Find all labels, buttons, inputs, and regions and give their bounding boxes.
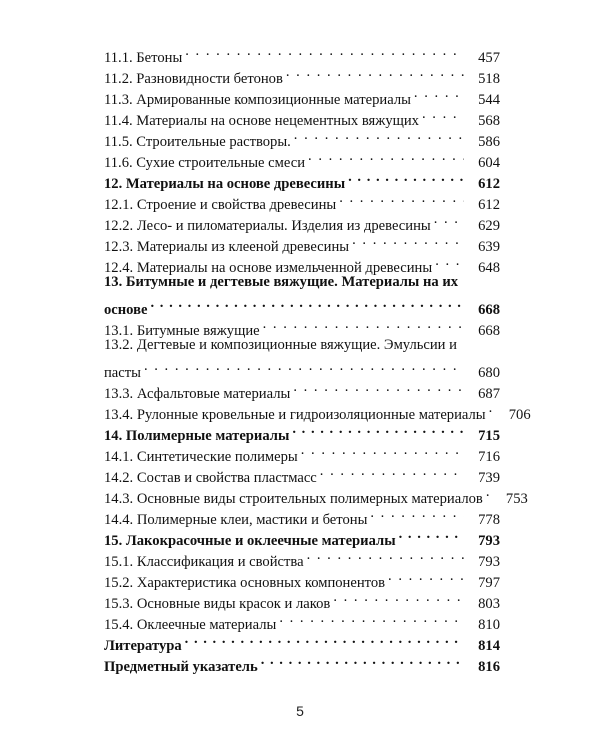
toc-entry-title-line1: 13. Битумные и дегтевые вяжущие. Материалы на их [104, 274, 459, 290]
toc-section-entry [104, 335, 500, 381]
toc-entry-title-line1: 13.2. Дегтевые и композиционные вяжущие. Эмульсии и [104, 337, 457, 353]
toc-entry-title: 14. Полимерные материалы [104, 428, 290, 444]
toc-entry-title: 15. Лакокрасочные и оклеечные материалы [104, 533, 396, 549]
toc-dot-leader [388, 566, 464, 587]
toc-entry-row [104, 83, 500, 108]
toc-entry-title: основе [104, 302, 148, 318]
toc-entry-title: 15.1. Классификация и свойства [104, 554, 304, 570]
toc-entry-page: 604 [478, 155, 500, 171]
toc-entry-page: 680 [478, 365, 500, 381]
toc-entry-page: 816 [478, 659, 500, 675]
toc-entry-title: 11.4. Материалы на основе нецементных вяжущих [104, 113, 419, 129]
toc-entry-page: 668 [478, 323, 500, 339]
toc-dot-leader [352, 230, 464, 251]
toc-section-entry [104, 314, 500, 339]
toc-entry-row [104, 482, 528, 507]
toc-entry-row [104, 314, 500, 339]
toc-chapter-entry [104, 419, 500, 444]
toc-section-entry [104, 398, 531, 423]
toc-entry-row [104, 608, 500, 633]
toc-entry-title: 12.1. Строение и свойства древесины [104, 197, 337, 213]
toc-entry-row [104, 230, 500, 255]
toc-chapter-entry [104, 167, 500, 192]
toc-entry-page: 715 [478, 428, 500, 444]
toc-entry-page: 739 [478, 470, 500, 486]
toc-entry-row [104, 104, 500, 129]
toc-dot-leader [293, 377, 464, 398]
toc-entry-row [104, 377, 500, 402]
toc-entry-title: 15.4. Оклеечные материалы [104, 617, 277, 633]
toc-section-entry [104, 482, 528, 507]
toc-entry-title: 11.1. Бетоны [104, 50, 183, 66]
toc-section-entry [104, 209, 500, 234]
toc-dot-leader [339, 188, 464, 209]
toc-entry-row [104, 293, 500, 318]
toc-section-entry [104, 545, 500, 570]
toc-dot-leader [422, 104, 464, 125]
toc-entry-title: 12.2. Лесо- и пиломатериалы. Изделия из древесины [104, 218, 431, 234]
toc-dot-leader [370, 503, 464, 524]
toc-entry-title: 13.1. Битумные вяжущие [104, 323, 260, 339]
toc-chapter-entry [104, 272, 500, 318]
toc-entry-page: 797 [478, 575, 500, 591]
toc-entry-title: 14.2. Состав и свойства пластмасс [104, 470, 317, 486]
toc-entry-row [104, 419, 500, 444]
toc-entry-title: 13.3. Асфальтовые материалы [104, 386, 291, 402]
toc-entry-title: 11.5. Строительные растворы. [104, 134, 291, 150]
toc-entry-page: 753 [505, 491, 528, 507]
toc-entry-title: Литература [104, 638, 182, 654]
toc-entry-page: 814 [478, 638, 500, 654]
toc-dot-leader [486, 482, 492, 503]
toc-entry-title: 15.2. Характеристика основных компонентов [104, 575, 386, 591]
toc-section-entry [104, 503, 500, 528]
toc-entry-row [104, 251, 500, 276]
toc-section-entry [104, 104, 500, 129]
toc-entry-row [104, 41, 500, 66]
toc-entry-row [104, 629, 500, 654]
toc-entry-title: 11.3. Армированные композиционные материалы [104, 92, 411, 108]
toc-chapter-entry [104, 650, 500, 675]
toc-entry-page: 778 [478, 512, 500, 528]
toc-dot-leader [294, 125, 464, 146]
toc-entry-row [104, 146, 500, 171]
toc-entry-title: 14.3. Основные виды строительных полимерных материалов [104, 491, 483, 507]
toc-section-entry [104, 83, 500, 108]
toc-dot-leader [301, 440, 464, 461]
toc-dot-leader [434, 209, 464, 230]
toc-entry-page: 612 [478, 176, 500, 192]
toc-entry-row [104, 356, 500, 381]
toc-entry-row [104, 188, 500, 213]
toc-dot-leader [414, 83, 464, 104]
toc-entry-title: 12.4. Материалы на основе измельченной древесины [104, 260, 433, 276]
toc-entry-page: 586 [478, 134, 500, 150]
toc-entry-row [104, 587, 500, 612]
toc-entry-page: 612 [478, 197, 500, 213]
toc-dot-leader [279, 608, 464, 629]
toc-section-entry [104, 125, 500, 150]
toc-dot-leader [399, 524, 464, 545]
toc-entry-page: 639 [478, 239, 500, 255]
toc-dot-leader [261, 650, 464, 671]
toc-section-entry [104, 146, 500, 171]
toc-entry-page: 629 [478, 218, 500, 234]
toc-dot-leader [489, 398, 495, 419]
toc-entry-row [104, 524, 500, 549]
toc-entry-title: 13.4. Рулонные кровельные и гидроизоляционные материалы [104, 407, 486, 423]
toc-entry-title: 14.4. Полимерные клеи, мастики и бетоны [104, 512, 368, 528]
toc-entry-page: 668 [478, 302, 500, 318]
toc-section-entry [104, 566, 500, 591]
toc-entry-row [104, 62, 500, 87]
toc-entry-row [104, 398, 531, 423]
toc-dot-leader [307, 545, 464, 566]
toc-entry-title: 15.3. Основные виды красок и лаков [104, 596, 331, 612]
toc-section-entry [104, 461, 500, 486]
toc-section-entry [104, 440, 500, 465]
toc-entry-title: 12. Материалы на основе древесины [104, 176, 346, 192]
toc-dot-leader [286, 62, 464, 83]
toc-dot-leader [320, 461, 464, 482]
toc-dot-leader [292, 419, 464, 440]
toc-dot-leader [150, 293, 464, 314]
toc-dot-leader [263, 314, 464, 335]
toc-section-entry [104, 587, 500, 612]
toc-entry-page: 687 [478, 386, 500, 402]
toc-entry-page: 457 [478, 50, 500, 66]
toc-dot-leader [185, 41, 464, 62]
toc-entry-title: Предметный указатель [104, 659, 258, 675]
toc-entry-page: 803 [478, 596, 500, 612]
toc-entry-title: пасты [104, 365, 141, 381]
toc-section-entry [104, 188, 500, 213]
toc-entry-row [104, 209, 500, 234]
toc-entry-page: 793 [478, 554, 500, 570]
toc-entry-row [104, 125, 500, 150]
toc-chapter-entry [104, 629, 500, 654]
toc-dot-leader [185, 629, 464, 650]
toc-entry-page: 706 [508, 407, 531, 423]
toc-section-entry [104, 251, 500, 276]
toc-entry-page: 544 [478, 92, 500, 108]
toc-entry-title: 14.1. Синтетические полимеры [104, 449, 298, 465]
toc-section-entry [104, 230, 500, 255]
toc-entry-page: 568 [478, 113, 500, 129]
toc-entry-title: 11.6. Сухие строительные смеси [104, 155, 306, 171]
toc-entry-row [104, 566, 500, 591]
page-number: 5 [296, 703, 304, 719]
toc-section-entry [104, 608, 500, 633]
toc-section-entry [104, 41, 500, 66]
toc-entry-page: 793 [478, 533, 500, 549]
toc-entry-row [104, 167, 500, 192]
table-of-contents [104, 41, 531, 675]
toc-entry-row [104, 440, 500, 465]
toc-entry-page: 716 [478, 449, 500, 465]
toc-entry-row [104, 545, 500, 570]
toc-entry-row [104, 461, 500, 486]
toc-entry-page: 648 [478, 260, 500, 276]
toc-entry-page: 518 [478, 71, 500, 87]
toc-dot-leader [435, 251, 464, 272]
toc-entry-row [104, 503, 500, 528]
toc-entry-title: 12.3. Материалы из клееной древесины [104, 239, 350, 255]
toc-chapter-entry [104, 524, 500, 549]
toc-entry-row [104, 650, 500, 675]
toc-dot-leader [348, 167, 464, 188]
toc-dot-leader [144, 356, 464, 377]
toc-entry-title: 11.2. Разновидности бетонов [104, 71, 283, 87]
toc-entry-page: 810 [478, 617, 500, 633]
toc-dot-leader [308, 146, 464, 167]
toc-section-entry [104, 62, 500, 87]
toc-section-entry [104, 377, 500, 402]
toc-dot-leader [333, 587, 464, 608]
